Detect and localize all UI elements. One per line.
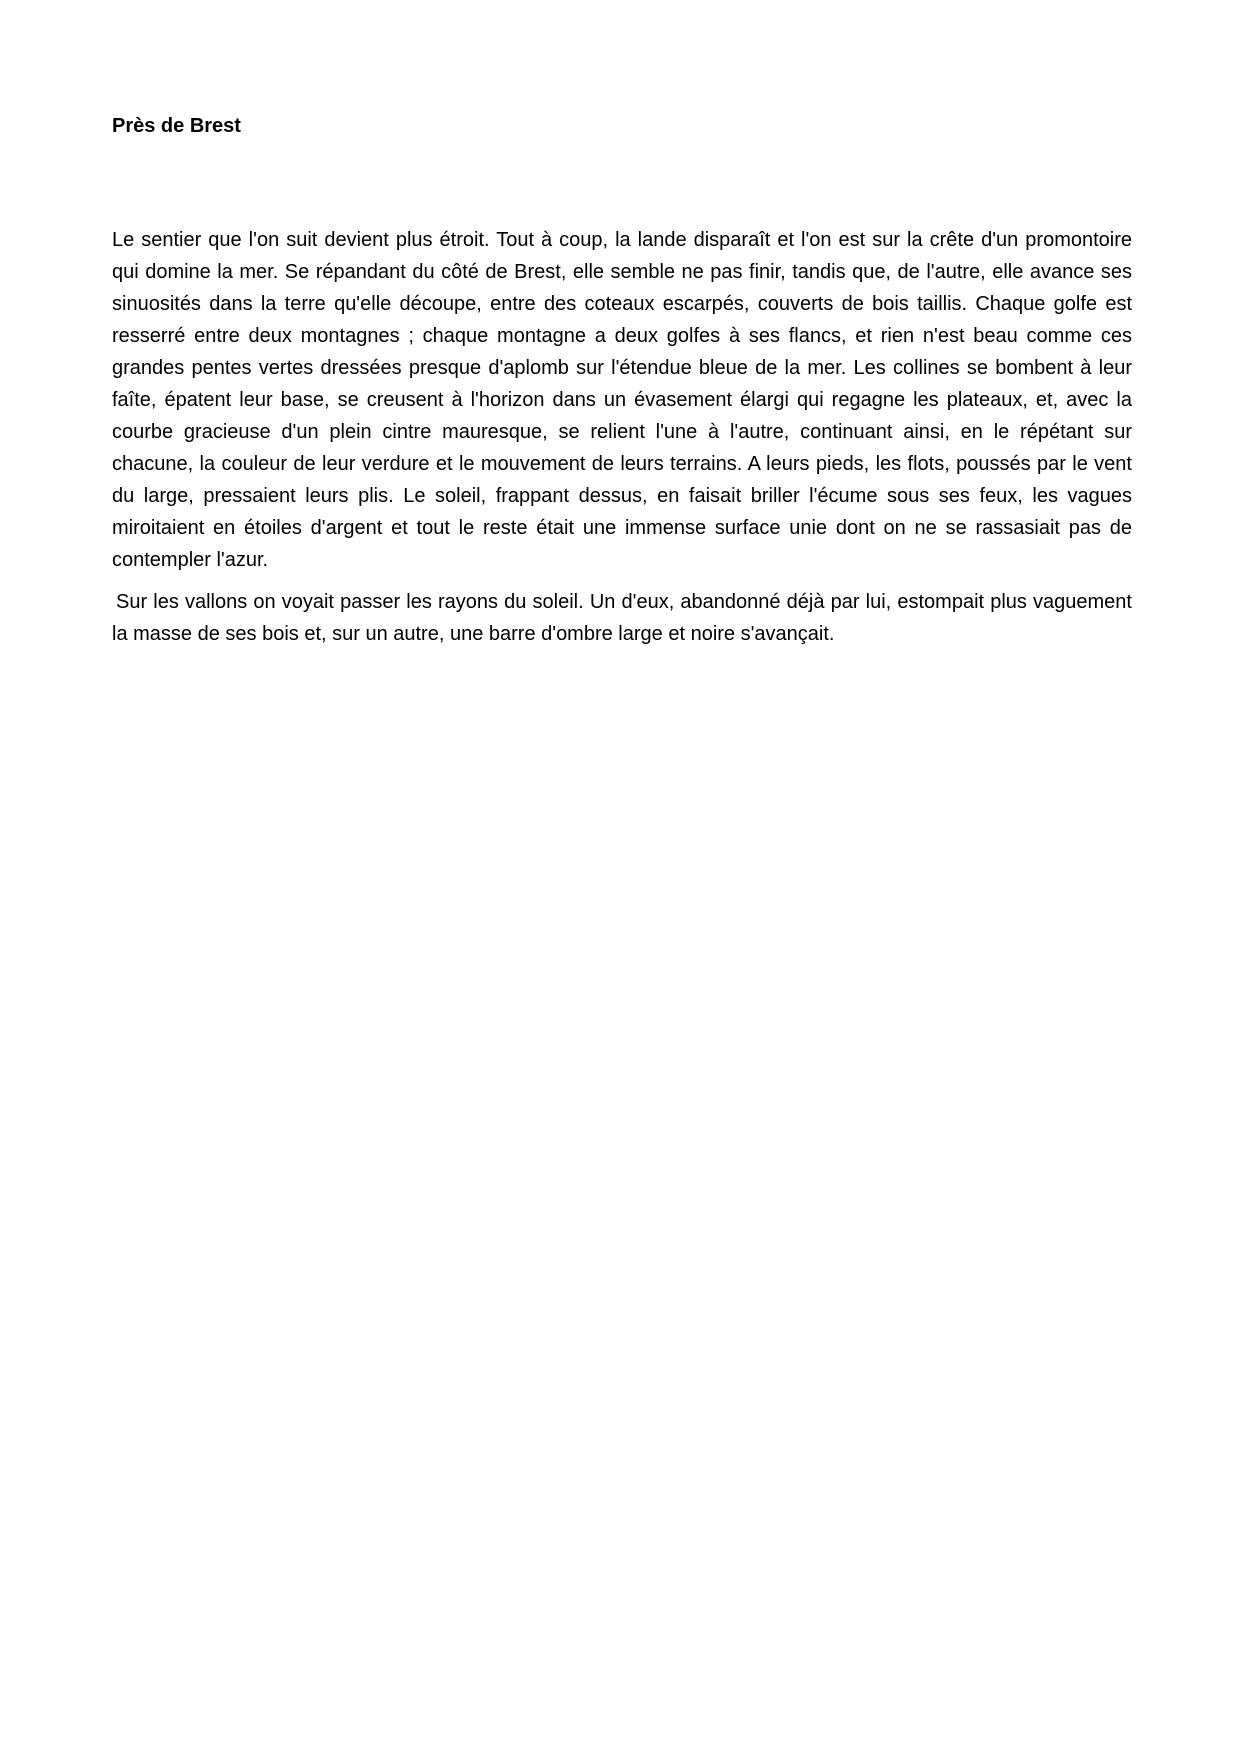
paragraph-1: Le sentier que l'on suit devient plus étroit. Tout à coup, la lande disparaît et l'on est sur la crête d'un promontoire qui domine la mer. Se répandant du côté de Brest, elle semble ne pas finir, tandis que, de l'autre, elle avance ses sinuosités dans la terre qu'elle découpe, entre des coteaux escarpés, couverts de bois taillis. Chaque golfe est resserré entre deux montagnes ; chaque montagne a deux golfes à ses flancs, et rien n'est beau comme ces grandes pentes vertes dressées presque d'aplomb sur l'étendue bleue de la mer. Les collines se bombent à leur faîte, épatent leur base, se creusent à l'horizon dans un évasement élargi qui regagne les plateaux, et, avec la courbe gracieuse d'un plein cintre mauresque, se relient l'une à l'autre, continuant ainsi, en le répétant sur chacune, la couleur de leur verdure et le mouvement de leurs terrains. A leurs pieds, les flots, poussés par le vent du large, pressaient leurs plis. Le soleil, frappant dessus, en faisait briller l'écume sous ses feux, les vagues miroitaient en étoiles d'argent et tout le reste était une immense surface unie dont on ne se rassasiait pas de contempler l'azur. (112, 229, 1132, 571)
document-title: Près de Brest (112, 115, 241, 137)
document-body (112, 224, 1132, 650)
paragraph-2: Sur les vallons on voyait passer les rayons du soleil. Un d'eux, abandonné déjà par lui, estompait plus vaguement la masse de ses bois et, sur un autre, une barre d'ombre large et noire s'avançait. (112, 591, 1132, 645)
